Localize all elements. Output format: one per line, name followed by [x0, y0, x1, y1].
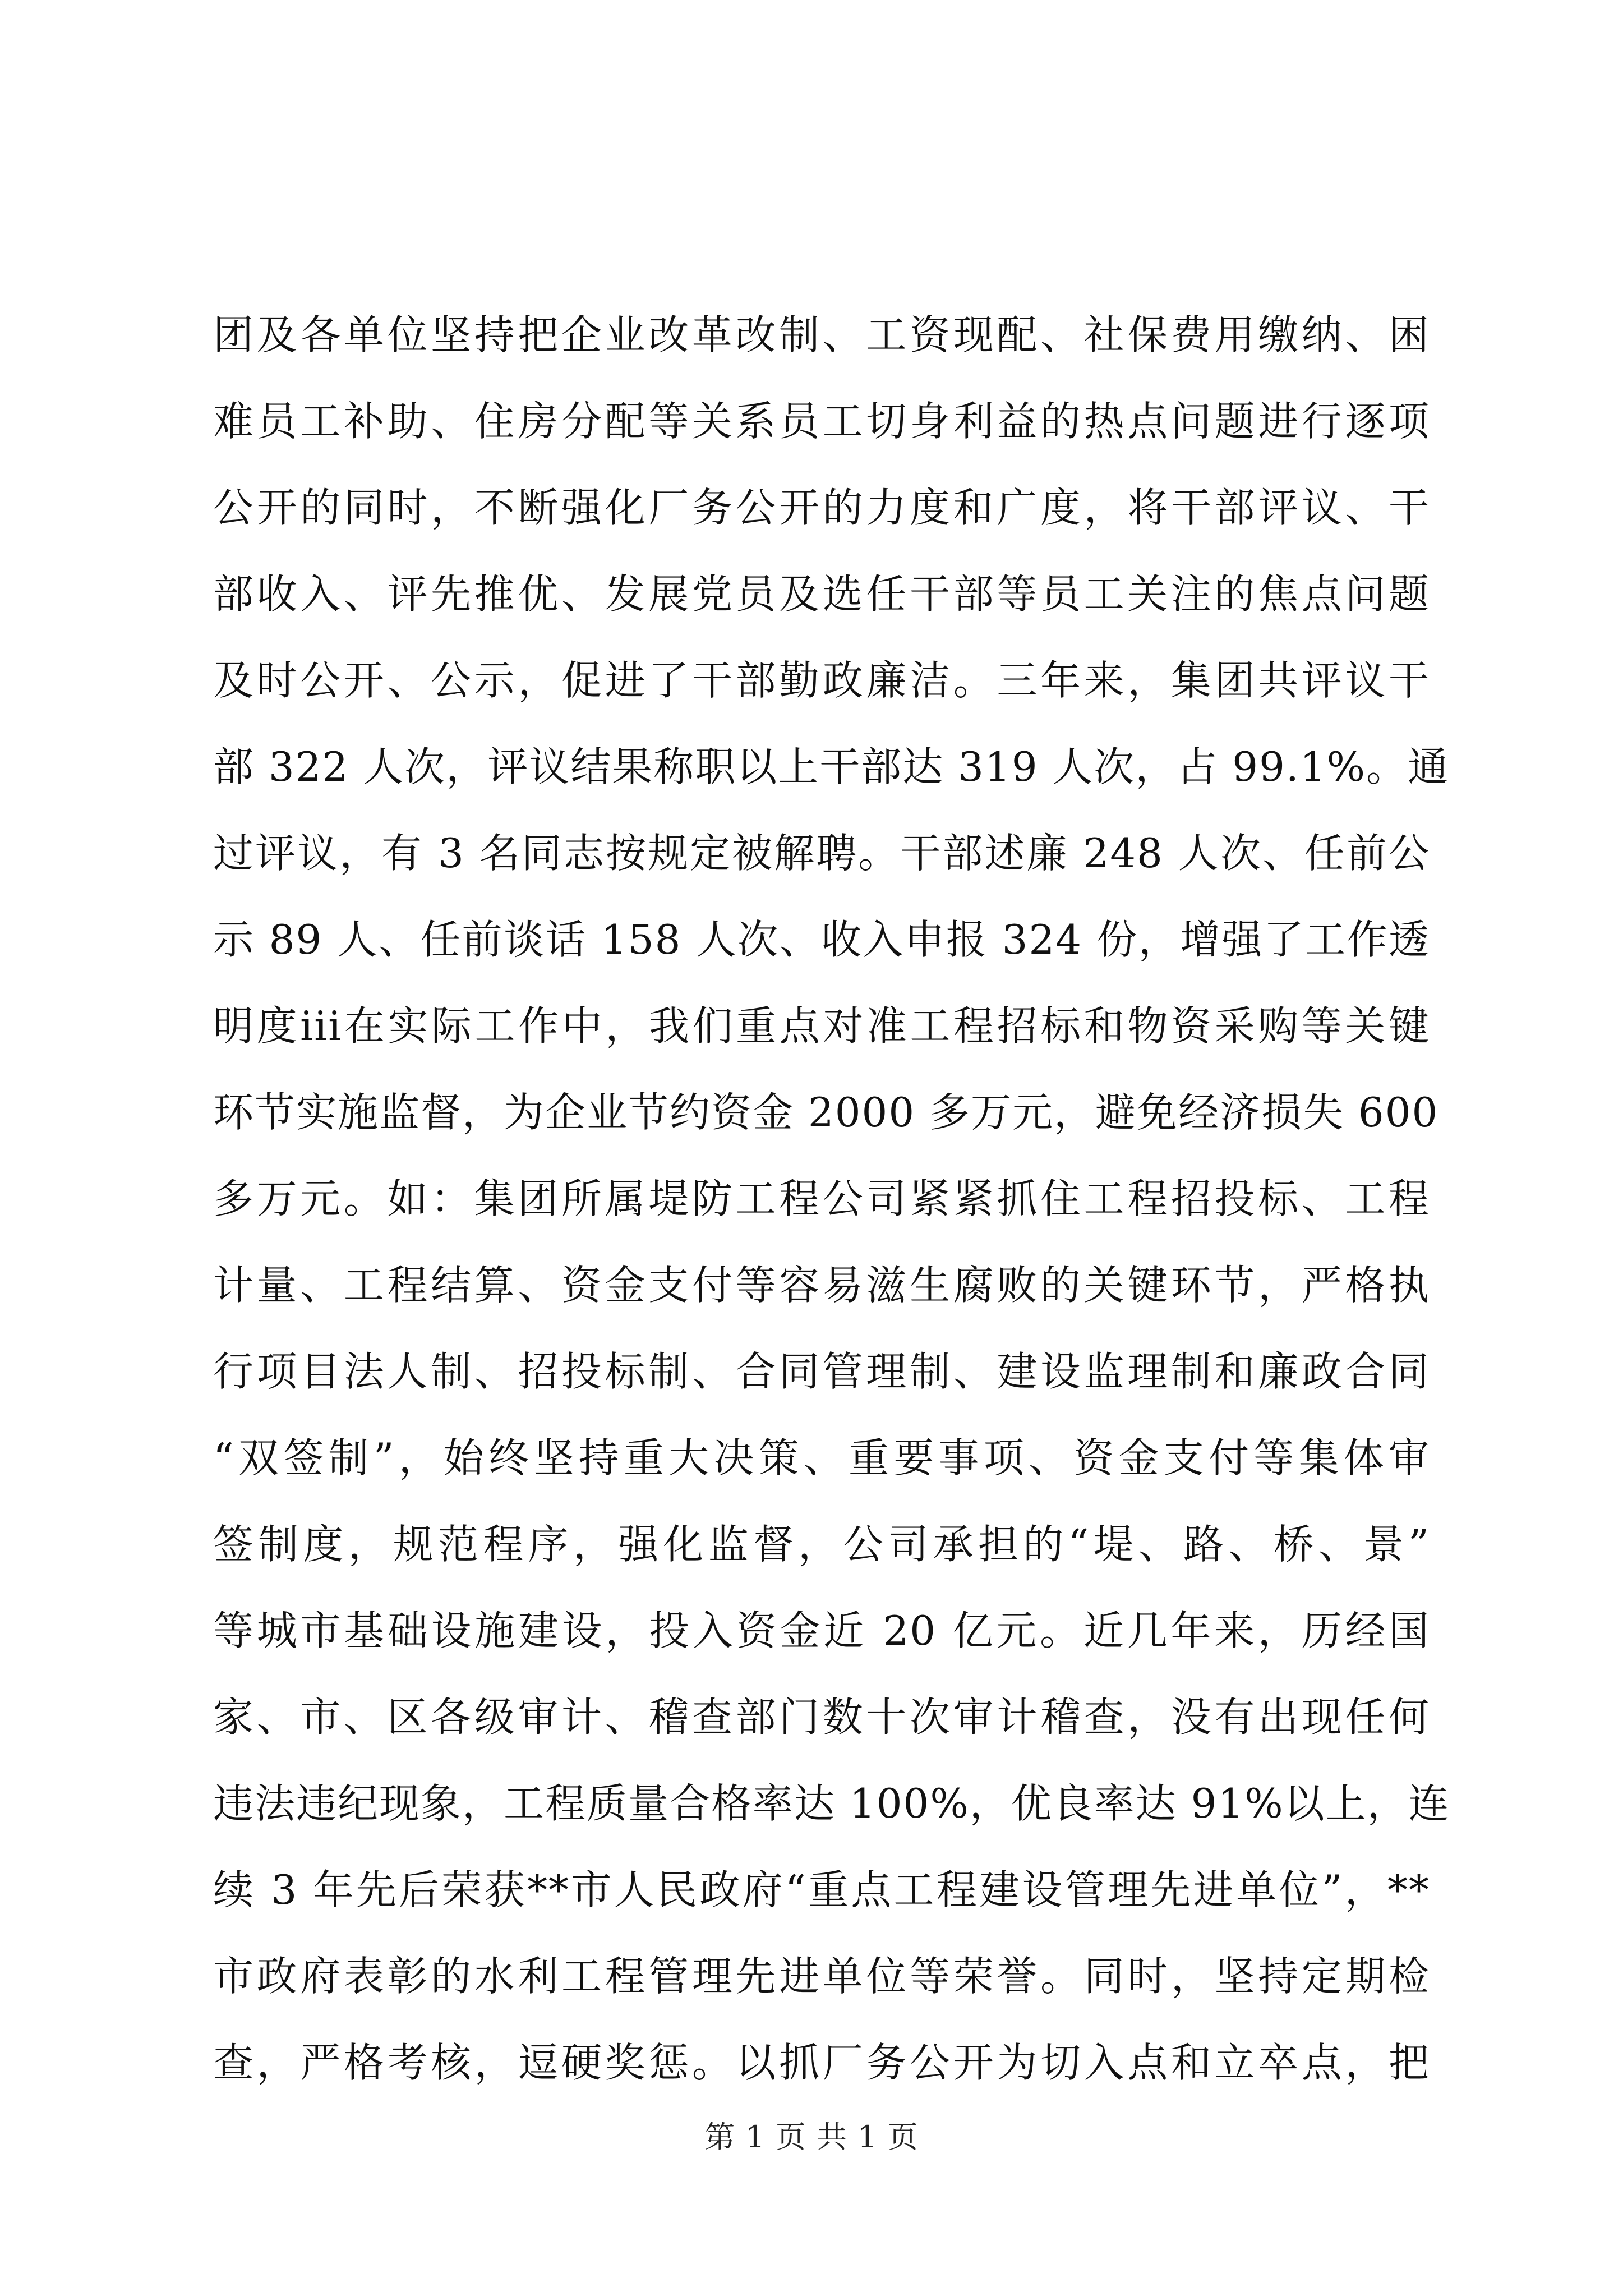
page-number-label: 第 1 页 共 1 页 — [704, 2119, 919, 2155]
text-line: 签制度，规范程序，强化监督，公司承担的“堤、路、桥、景” — [213, 1521, 1430, 1568]
text-line: 过评议，有 3 名同志按规定被解聘。干部述廉 248 人次、任前公 — [213, 830, 1430, 877]
text-line: 查，严格考核，逗硬奖惩。以抓厂务公开为切入点和立卒点，把 — [213, 2039, 1430, 2086]
text-line: 计量、工程结算、资金支付等容易滋生腐败的关键环节，严格执 — [213, 1262, 1430, 1309]
text-line: 示 89 人、任前谈话 158 人次、收入申报 324 份，增强了工作透 — [213, 916, 1430, 963]
text-line: 环节实施监督，为企业节约资金 2000 多万元，避免经济损失 600 — [213, 1089, 1439, 1136]
body-text — [213, 292, 1450, 2106]
text-line: “双签制”，始终坚持重大决策、重要事项、资金支付等集体审 — [213, 1434, 1430, 1481]
text-line: 市政府表彰的水利工程管理先进单位等荣誉。同时，坚持定期检 — [213, 1953, 1430, 2000]
text-line: 明度iii在实际工作中，我们重点对准工程招标和物资采购等关键 — [213, 1002, 1430, 1050]
text-line: 团及各单位坚持把企业改革改制、工资现配、社保费用缴纳、困 — [213, 311, 1430, 358]
text-line: 公开的同时，不断强化厂务公开的力度和广度，将干部评议、干 — [213, 484, 1430, 531]
text-line: 及时公开、公示，促进了干部勤政廉洁。三年来，集团共评议干 — [213, 657, 1430, 704]
text-line: 部 322 人次，评议结果称职以上干部达 319 人次，占 99.1%。通 — [213, 743, 1450, 790]
text-line: 违法违纪现象，工程质量合格率达 100%，优良率达 91%以上，连 — [213, 1780, 1450, 1827]
text-line: 等城市基础设施建设，投入资金近 20 亿元。近几年来，历经国 — [213, 1607, 1430, 1654]
text-line: 部收入、评先推优、发展党员及选任干部等员工关注的焦点问题 — [213, 570, 1430, 618]
text-line: 行项目法人制、招投标制、合同管理制、建设监理制和廉政合同 — [213, 1348, 1430, 1395]
page-footer — [0, 2118, 1623, 2157]
text-line: 多万元。如：集团所属堤防工程公司紧紧抓住工程招投标、工程 — [213, 1175, 1430, 1222]
text-line: 续 3 年先后荣获**市人民政府“重点工程建设管理先进单位”，** — [213, 1866, 1430, 1913]
text-line: 难员工补助、住房分配等关系员工切身利益的热点问题进行逐项 — [213, 398, 1430, 445]
text-line: 家、市、区各级审计、稽查部门数十次审计稽查，没有出现任何 — [213, 1694, 1430, 1741]
